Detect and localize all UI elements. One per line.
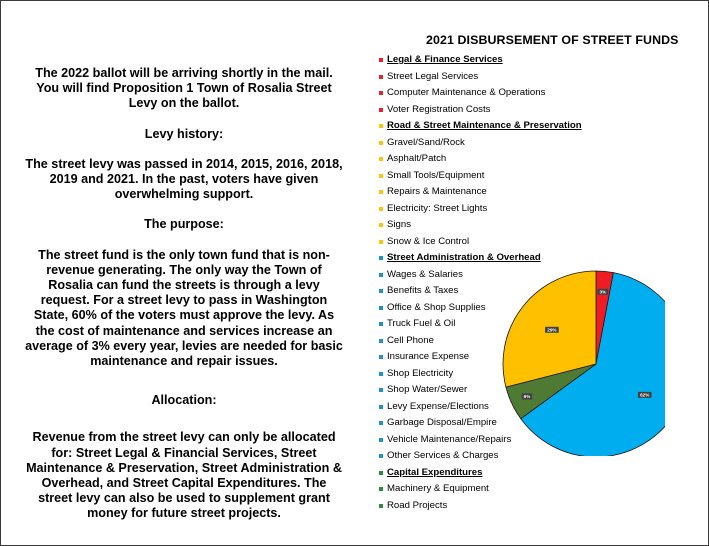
legend-item	[379, 118, 619, 135]
allocation-heading: Allocation:	[151, 393, 217, 408]
chart-title: 2021 DISBURSEMENT OF STREET FUNDS	[426, 33, 679, 47]
legend-label: Road & Street Maintenance & Preservation	[387, 120, 582, 131]
slice-label-text: 3%	[599, 289, 607, 295]
legend-swatch	[379, 157, 383, 161]
legend-label: Benefits & Taxes	[387, 285, 459, 296]
ballot-intro: The 2022 ballot will be arriving shortly in the mail. You will find Proposition 1 Town of Rosalia Street Levy on the ballot.	[35, 66, 333, 111]
legend-label: Machinery & Equipment	[387, 483, 489, 494]
legend-label: Electricity: Street Lights	[387, 202, 488, 214]
slice-label	[545, 327, 559, 333]
legend-label: Road Projects	[387, 499, 448, 511]
legend-swatch	[379, 207, 383, 211]
legend-label: Cell Phone	[387, 334, 434, 346]
purpose-text: The street fund is the only town fund that is non-revenue generating. The only way the Town of Rosalia can fund the streets is through a levy request. For a street levy to pass in Washington State, 60% of the voters must approve the levy. As the cost of maintenance and services increase an average of 3% every year, levies are needed for basic maintenance and repair issues.	[25, 247, 343, 369]
legend-item	[379, 135, 619, 152]
legend-label: Gravel/Sand/Rock	[387, 136, 465, 148]
allocation-text: Revenue from the street levy can only be allocated for: Street Legal & Financial Services, Street Maintenance & Preservation, Street Administration & Overhead, and Street Capital Expenditures. The street levy can also be used to supplement grant money for future street projects.	[26, 430, 342, 521]
legend-label: Garbage Disposal/Empire	[387, 417, 497, 428]
legend-swatch	[379, 471, 383, 475]
legend-label: Computer Maintenance & Operations	[387, 87, 546, 98]
legend-label: Truck Fuel & Oil	[387, 318, 456, 329]
legend-swatch	[379, 405, 383, 409]
legend-swatch	[379, 141, 383, 145]
legend-item	[379, 234, 619, 251]
legend-label: Signs	[387, 219, 411, 230]
legend-label: Small Tools/Equipment	[387, 169, 485, 181]
legend-swatch	[379, 240, 383, 244]
legend-swatch	[379, 273, 383, 277]
legend-label: Snow & Ice Control	[387, 235, 470, 247]
legend-item	[379, 102, 619, 119]
legend-item	[379, 498, 619, 515]
slice-label-text: 62%	[640, 392, 650, 398]
legend-item	[379, 151, 619, 168]
slice-label	[598, 289, 608, 295]
legend-item	[379, 201, 619, 218]
purpose-heading: The purpose:	[144, 217, 224, 232]
legend-label: Vehicle Maintenance/Repairs	[387, 433, 512, 445]
legend-swatch	[379, 75, 383, 79]
legend-label: Voter Registration Costs	[387, 103, 491, 115]
legend-item	[379, 168, 619, 185]
levy-info-text	[24, 66, 344, 537]
pie-chart	[495, 264, 665, 456]
legend-label: Legal & Finance Services	[387, 54, 503, 65]
legend-swatch	[379, 355, 383, 359]
legend-item	[379, 85, 619, 102]
legend-label: Street Legal Services	[387, 70, 479, 82]
legend-item	[379, 217, 619, 234]
levy-history-text: The street levy was passed in 2014, 2015, 2016, 2018, 2019 and 2021. In the past, voters have given overwhelming support.	[25, 156, 343, 202]
legend-swatch	[379, 223, 383, 227]
legend-swatch	[379, 372, 383, 376]
legend-label: Asphalt/Patch	[387, 153, 447, 164]
legend-swatch	[379, 256, 383, 260]
legend-swatch	[379, 487, 383, 491]
legend-swatch	[379, 339, 383, 343]
legend-swatch	[379, 190, 383, 194]
legend-swatch	[379, 174, 383, 178]
slice-label-text: 29%	[547, 327, 557, 333]
legend-swatch	[379, 289, 383, 293]
legend-item	[379, 52, 619, 69]
legend-swatch	[379, 58, 383, 62]
legend-item	[379, 465, 619, 482]
legend-label: Shop Electricity	[387, 367, 454, 379]
legend-swatch	[379, 388, 383, 392]
legend-swatch	[379, 421, 383, 425]
legend-swatch	[379, 322, 383, 326]
legend-label: Street Administration & Overhead	[387, 252, 541, 263]
legend-swatch	[379, 454, 383, 458]
legend-swatch	[379, 108, 383, 112]
legend-label: Levy Expense/Elections	[387, 400, 489, 412]
legend-label: Repairs & Maintenance	[387, 186, 487, 197]
legend-item	[379, 69, 619, 86]
levy-history-heading: Levy history:	[144, 126, 224, 141]
legend-label: Other Services & Charges	[387, 450, 499, 461]
legend-label: Wages & Salaries	[387, 268, 463, 280]
legend-swatch	[379, 124, 383, 128]
legend-swatch	[379, 91, 383, 95]
slice-label	[638, 392, 652, 398]
legend-swatch	[379, 438, 383, 442]
legend-label: Insurance Expense	[387, 351, 470, 362]
legend-swatch	[379, 306, 383, 310]
legend-item	[379, 481, 619, 498]
legend-label: Capital Expenditures	[387, 466, 483, 478]
slice-label	[522, 393, 532, 399]
legend-item	[379, 184, 619, 201]
legend-label: Office & Shop Supplies	[387, 301, 486, 313]
legend-label: Shop Water/Sewer	[387, 384, 468, 395]
legend-swatch	[379, 504, 383, 508]
slice-label-text: 6%	[523, 394, 531, 400]
